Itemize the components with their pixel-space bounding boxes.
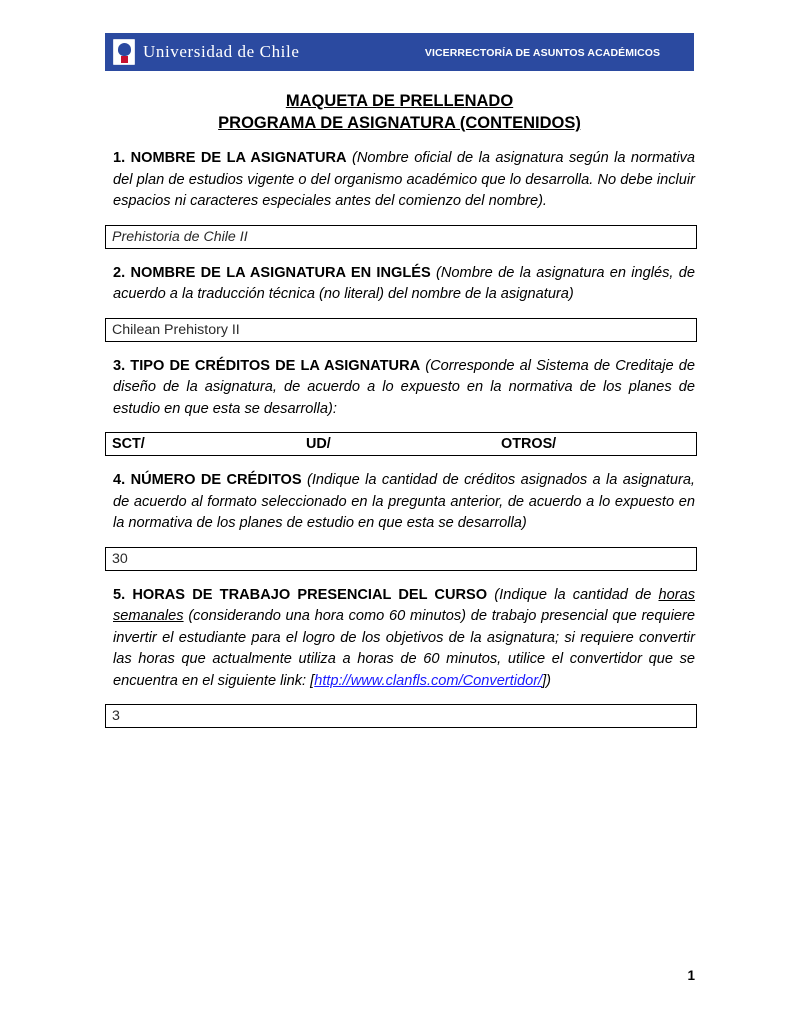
section-3-heading: 3. TIPO DE CRÉDITOS DE LA ASIGNATURA — [113, 357, 421, 374]
section-5-text — [105, 585, 697, 693]
convertidor-link[interactable]: http://www.clanfls.com/Convertidor/ — [314, 672, 543, 689]
section-5-description-part2: (considerando una hora como 60 minutos) de trabajo presencial que requiere invertir el estudiante para el logro de los objetivos de la asignatura; si requiere convertir las horas que actualmente utiliza a horas de 60 minutos, utilice el convertidor que se encuentra en el siguiente link: [ — [113, 608, 695, 689]
section-3-text — [105, 356, 697, 421]
section-5-description-underlined: horas semanales — [113, 586, 696, 624]
credit-option-ud[interactable]: UD/ — [306, 436, 331, 452]
field-nombre-asignatura-value: Prehistoria de Chile II — [112, 228, 248, 245]
field-horas-presenciales-value: 3 — [112, 708, 120, 724]
section-2-description: (Nombre de la asignatura en inglés, de acuerdo a la traducción técnica (no literal) del nombre de la asignatura) — [113, 264, 695, 302]
field-numero-creditos-value: 30 — [112, 550, 128, 567]
section-4-text — [105, 470, 697, 535]
section-5-description-part1: (Indique la cantidad de — [487, 586, 659, 603]
credit-option-otros[interactable]: OTROS/ — [501, 436, 557, 452]
university-logo — [105, 39, 405, 65]
field-nombre-ingles[interactable] — [105, 318, 697, 342]
section-1-text — [105, 148, 697, 213]
page-title-line-2: PROGRAMA DE ASIGNATURA (CONTENIDOS) — [218, 114, 581, 132]
field-nombre-ingles-value: Chilean Prehistory II — [112, 321, 240, 338]
field-tipo-creditos[interactable] — [105, 432, 697, 456]
header-department — [405, 43, 694, 61]
field-horas-presenciales[interactable] — [105, 704, 697, 728]
document-content — [105, 148, 697, 742]
section-2-heading: 2. NOMBRE DE LA ASIGNATURA EN INGLÉS — [113, 264, 431, 281]
section-1-heading: 1. NOMBRE DE LA ASIGNATURA — [113, 150, 347, 166]
page-number: 1 — [687, 968, 695, 983]
section-5-description-part3: ]) — [542, 672, 552, 689]
header-department-label: VICERRECTORÍA DE ASUNTOS ACADÉMICOS — [424, 47, 661, 59]
section-2 — [105, 263, 697, 342]
section-1 — [105, 148, 697, 249]
section-2-text — [105, 263, 697, 306]
section-5-heading: 5. HORAS DE TRABAJO PRESENCIAL DEL CURSO — [113, 586, 488, 603]
section-3-description: (Corresponde al Sistema de Creditaje de diseño de la asignatura, de acuerdo a lo expuesto en la normativa de los planes de estudio en que esta se desarrolla): — [113, 357, 695, 417]
field-numero-creditos[interactable] — [105, 547, 697, 571]
page-title — [105, 90, 694, 134]
field-nombre-asignatura[interactable] — [105, 225, 697, 249]
credit-option-sct[interactable]: SCT/ — [112, 436, 145, 452]
university-logo-text: Universidad de Chile — [143, 42, 300, 61]
section-1-description: (Nombre oficial de la asignatura según la normativa del plan de estudios vigente o del organismo académico que lo desarrolla. No debe incluir espacios ni caracteres especiales antes del comienzo del nombre). — [113, 150, 695, 209]
section-4 — [105, 470, 697, 571]
section-4-description: (Indique la cantidad de créditos asignados a la asignatura, de acuerdo al formato seleccionado en la pregunta anterior, de acuerdo a lo expuesto en la normativa de los planes de estudio en que esta se desarrolla) — [113, 472, 695, 531]
document-header-bar — [105, 33, 694, 71]
page-title-line-1: MAQUETA DE PRELLENADO — [285, 92, 514, 110]
university-shield-icon — [113, 39, 135, 65]
section-4-heading: 4. NÚMERO DE CRÉDITOS — [113, 472, 302, 488]
section-5 — [105, 585, 697, 729]
section-3 — [105, 356, 697, 457]
